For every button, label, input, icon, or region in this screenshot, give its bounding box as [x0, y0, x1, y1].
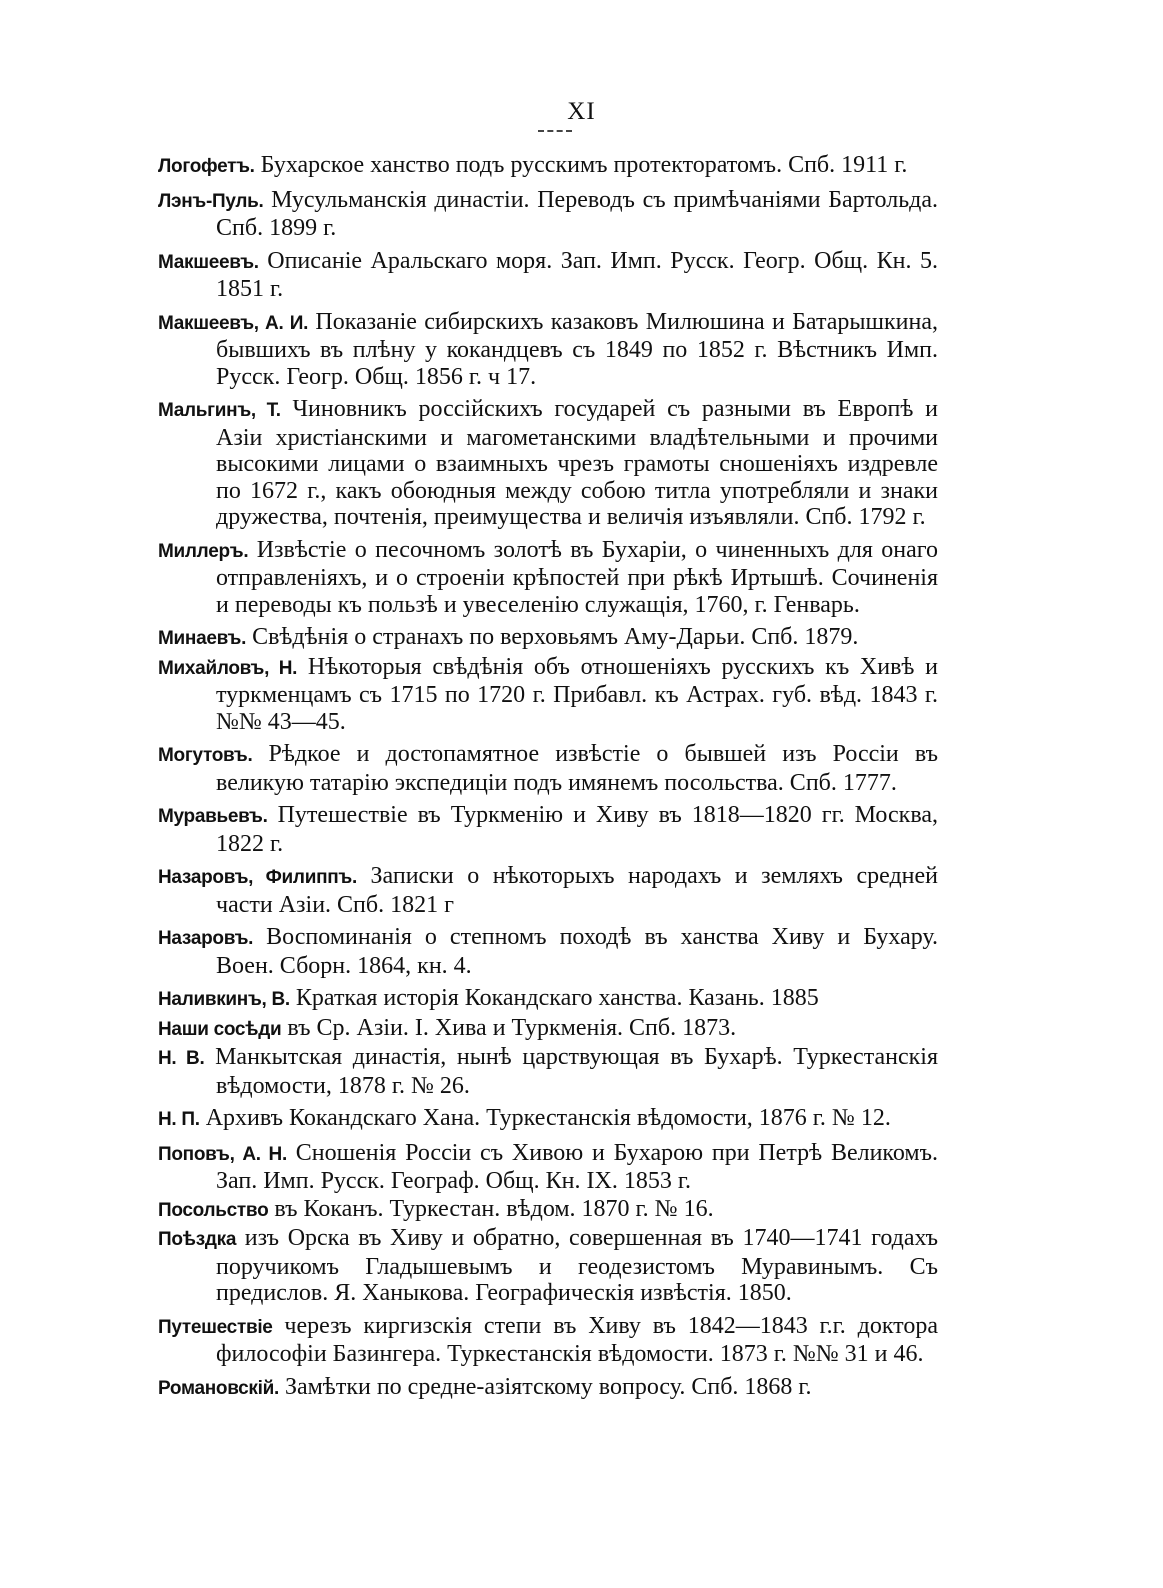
entry-text: Краткая исторія Кокандскаго ханства. Казань. 1885 — [295, 985, 819, 1011]
bibliography-entry — [158, 624, 938, 653]
bibliography-entry — [158, 863, 938, 918]
entry-author: Мальгинъ, Т. — [158, 400, 281, 421]
entry-text: въ Коканъ. Туркестан. вѣдом. 1870 г. № 16. — [274, 1195, 714, 1222]
entry-text: Манкытская династія, нынѣ царствующая въ Бухарѣ. Туркестанскія вѣдомости, 1878 г. № 26. — [215, 1044, 938, 1099]
entry-author: Наши сосѣди — [158, 1018, 282, 1040]
entry-text: Чиновникъ россійскихъ государей съ разными въ Европѣ и Азіи христіанскими и магометанскими владѣтельными и прочими высокими лицами о взаимныхъ чрезъ грамоты сношеніяхъ издревле по 1672 г., какъ обоюдныя между собою титла употребляли и знаки дружества, почтенія, преимущества и величія изъявляли. Спб. 1792 г. — [216, 396, 938, 530]
entry-text: Записки о нѣкоторыхъ народахъ и земляхъ средней части Азіи. Спб. 1821 г — [216, 863, 939, 918]
entry-author: Посольство — [158, 1199, 269, 1221]
bibliography-entry — [158, 152, 938, 181]
entry-text: Нѣкоторыя свѣдѣнія объ отношеніяхъ русскихъ къ Хивѣ и туркменцамъ съ 1715 по 1720 г. Прибавл. къ Астрах. губ. вѣд. 1843 г. №№ 43—45. — [216, 653, 939, 735]
bibliography-entry — [158, 924, 938, 979]
entry-text: черезъ киргизскія степи въ Хиву въ 1842—1843 г.г. доктора философіи Базингера. Туркестанскія вѣдомости. 1873 г. №№ 31 и 46. — [216, 1312, 939, 1367]
entry-author: Макшеевъ. — [158, 251, 259, 273]
bibliography-entry — [158, 741, 938, 796]
bibliography-entry — [158, 309, 938, 391]
bibliography-entry — [158, 187, 938, 242]
page-number: XI — [567, 98, 596, 125]
bibliography-entry — [158, 1015, 938, 1044]
entry-author: Н. П. — [158, 1109, 200, 1130]
bibliography-entry — [158, 1196, 938, 1225]
bibliography-entry — [158, 537, 938, 619]
bibliography-entry — [158, 1140, 938, 1195]
entry-author: Муравьевъ. — [158, 806, 268, 827]
entry-text: Свѣдѣнія о странахъ по верховьямъ Аму-Дарьи. Спб. 1879. — [252, 624, 859, 650]
entry-text: Сношенія Россіи съ Хивою и Бухарою при Петрѣ Великомъ. Зап. Имп. Русск. Географ. Общ. Кн. IX. 1853 г. — [216, 1139, 939, 1194]
entry-author: Лэнъ-Пуль. — [158, 190, 264, 212]
bibliography-entry — [158, 1313, 938, 1368]
entry-text: Показаніе сибирскихъ казаковъ Милюшина и Батарышкина, бывшихъ въ плѣну у кокандцевъ съ 1849 по 1852 г. Вѣстникъ Имп. Русск. Геогр. Общ. 1856 г. ч 17. — [216, 308, 938, 390]
bibliography-entry — [158, 248, 938, 303]
entry-author: Назаровъ. — [158, 928, 254, 949]
entry-author: Наливкинъ, В. — [158, 989, 290, 1010]
entry-author: Минаевъ. — [158, 628, 247, 649]
entry-text: въ Ср. Азіи. I. Хива и Туркменія. Спб. 1873. — [287, 1014, 737, 1041]
entry-author: Миллеръ. — [158, 540, 249, 562]
entry-author: Романовскій. — [158, 1377, 279, 1399]
bibliography-entry — [158, 1225, 938, 1307]
bibliography-entry — [158, 1374, 938, 1403]
bibliography-entry — [158, 1044, 938, 1099]
bibliography-entry — [158, 802, 938, 857]
entry-text: Мусульманскія династіи. Переводъ съ примѣчаніями Бартольда. Спб. 1899 г. — [216, 186, 939, 241]
entry-author: Могутовъ. — [158, 745, 253, 766]
entry-author: Михайловъ, Н. — [158, 657, 298, 679]
entry-text: Рѣдкое и достопамятное извѣстіе о бывшей изъ Россіи въ великую татарію экспедиціи подъ имянемъ посольства. Спб. 1777. — [216, 741, 938, 796]
entry-author: Н. В. — [158, 1048, 205, 1069]
entry-author: Путешествіе — [158, 1316, 273, 1338]
entry-author: Макшеевъ, А. И. — [158, 312, 309, 334]
entry-text: Извѣстіе о песочномъ золотѣ въ Бухаріи, о чиненныхъ для онаго отправленіяхъ, и о строеніи крѣпостей при рѣкѣ Иртышѣ. Сочиненія и переводы къ пользѣ и увеселенію служащія, 1760, г. Генварь. — [216, 536, 939, 618]
page-number-rule — [538, 130, 572, 132]
entry-text: Замѣтки по средне-азіятскому вопросу. Спб. 1868 г. — [284, 1373, 812, 1400]
entry-author: Поповъ, А. Н. — [158, 1143, 287, 1165]
bibliography-entry — [158, 985, 938, 1014]
entry-author: Поѣздка — [158, 1229, 237, 1250]
entry-text: Архивъ Кокандскаго Хана. Туркестанскія вѣдомости, 1876 г. № 12. — [205, 1105, 891, 1131]
bibliography-entry — [158, 1105, 938, 1134]
entry-text: Бухарское ханство подъ русскимъ протекторатомъ. Спб. 1911 г. — [260, 152, 908, 178]
bibliography-entry — [158, 396, 938, 531]
entry-text: Воспоминанія о степномъ походѣ въ ханства Хиву и Бухару. Воен. Сборн. 1864, кн. 4. — [216, 924, 939, 979]
bibliography-list — [158, 152, 938, 1408]
entry-text: изъ Орска въ Хиву и обратно, совершенная въ 1740—1741 годахъ поручикомъ Гладышевымъ и геодезистомъ Муравинымъ. Съ предислов. Я. Ханыкова. Географическія извѣстія. 1850. — [216, 1225, 939, 1306]
entry-text: Путешествіе въ Туркменію и Хиву въ 1818—1820 гг. Москва, 1822 г. — [216, 802, 939, 857]
bibliography-entry — [158, 654, 938, 736]
entry-author: Назаровъ, Филиппъ. — [158, 867, 357, 888]
entry-author: Логофетъ. — [158, 156, 255, 177]
entry-text: Описаніе Аральскаго моря. Зап. Имп. Русск. Геогр. Общ. Кн. 5. 1851 г. — [216, 247, 938, 302]
